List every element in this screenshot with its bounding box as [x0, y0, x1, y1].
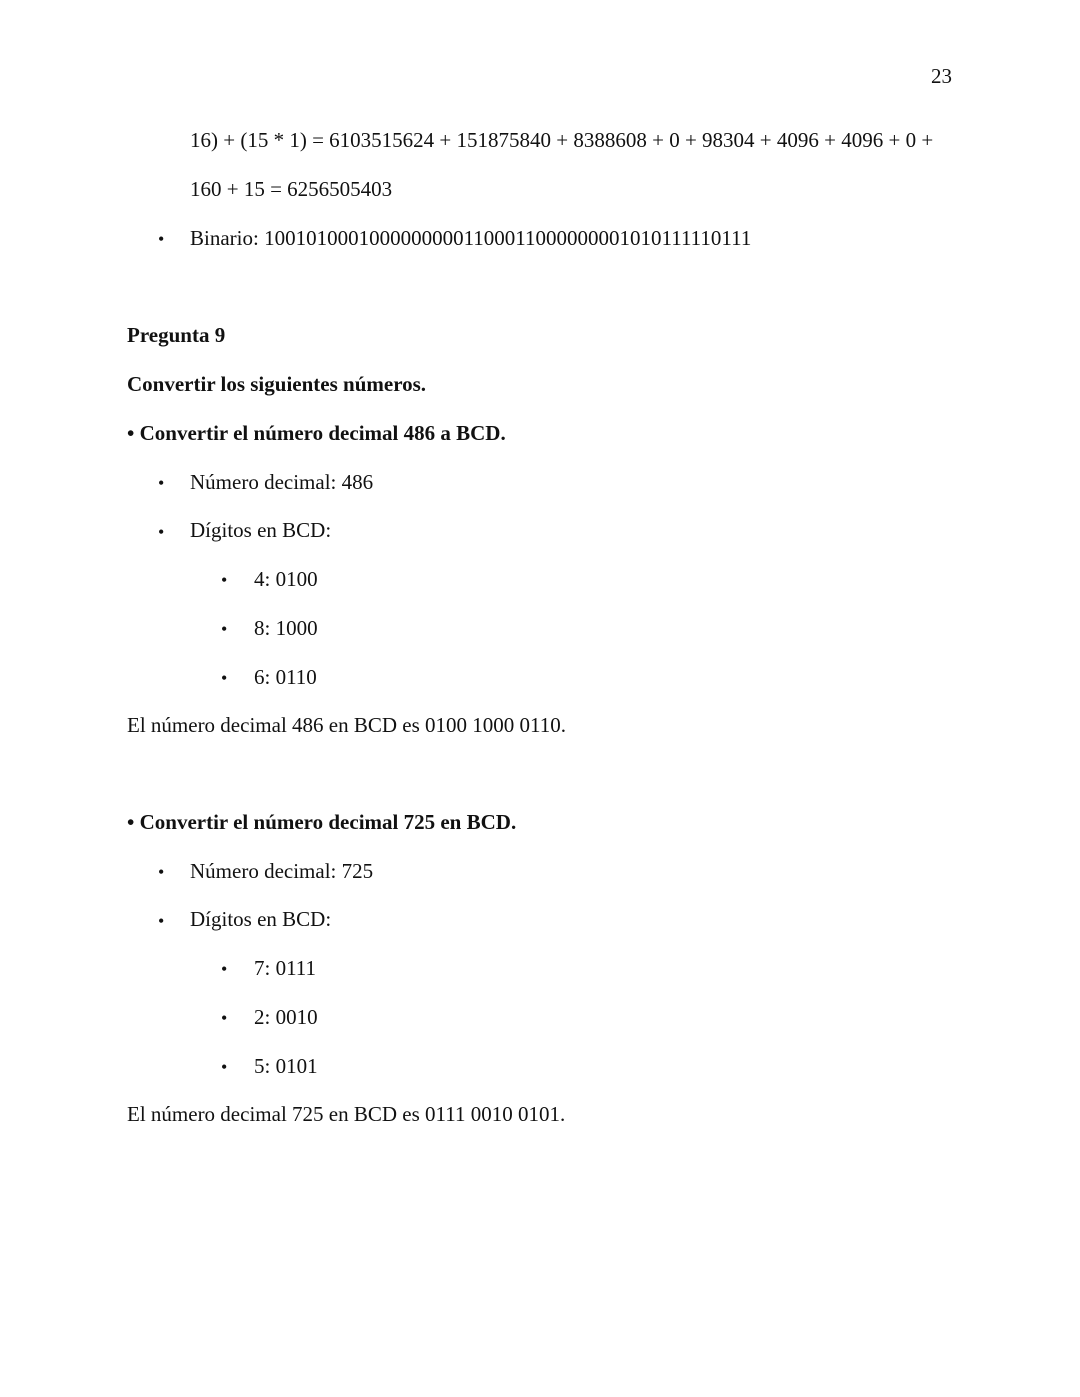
- decimal-number: Número decimal: 486: [190, 470, 374, 494]
- part-heading-725: • Convertir el número decimal 725 en BCD.: [127, 810, 517, 834]
- bullet-icon: •: [221, 619, 228, 639]
- equation-line-2: 160 + 15 = 6256505403: [190, 177, 393, 201]
- decimal-number: Número decimal: 725: [190, 859, 374, 883]
- bullet-icon: •: [221, 570, 228, 590]
- bullet-icon: •: [158, 911, 165, 931]
- bullet-icon: •: [221, 1008, 228, 1028]
- part-heading-486: • Convertir el número decimal 486 a BCD.: [127, 421, 506, 445]
- digit-item: 2: 0010: [254, 1005, 318, 1029]
- digit-item: 7: 0111: [254, 956, 317, 980]
- digits-label: Dígitos en BCD:: [190, 518, 332, 542]
- digit-item: 8: 1000: [254, 616, 318, 640]
- result-text: El número decimal 486 en BCD es 0100 1000 0110.: [127, 713, 566, 737]
- bullet-icon: •: [221, 668, 228, 688]
- result-text: El número decimal 725 en BCD es 0111 0010 0101.: [127, 1102, 566, 1126]
- bullet-icon: •: [158, 522, 165, 542]
- bullet-icon: •: [221, 1057, 228, 1077]
- question-title: Pregunta 9: [127, 323, 226, 347]
- page-number: 23: [931, 64, 952, 88]
- digit-item: 4: 0100: [254, 567, 318, 591]
- bullet-icon: •: [158, 473, 165, 493]
- binary-result: Binario: 10010100010000000001100011000000001010111110111: [190, 226, 752, 250]
- bullet-icon: •: [221, 959, 228, 979]
- equation-line-1: 16) + (15 * 1) = 6103515624 + 151875840 + 8388608 + 0 + 98304 + 4096 + 4096 + 0 +: [190, 128, 934, 152]
- bullet-icon: •: [158, 229, 165, 249]
- digit-item: 5: 0101: [254, 1054, 318, 1078]
- bullet-icon: •: [158, 862, 165, 882]
- digits-label: Dígitos en BCD:: [190, 907, 332, 931]
- question-instruction: Convertir los siguientes números.: [127, 372, 427, 396]
- digit-item: 6: 0110: [254, 665, 317, 689]
